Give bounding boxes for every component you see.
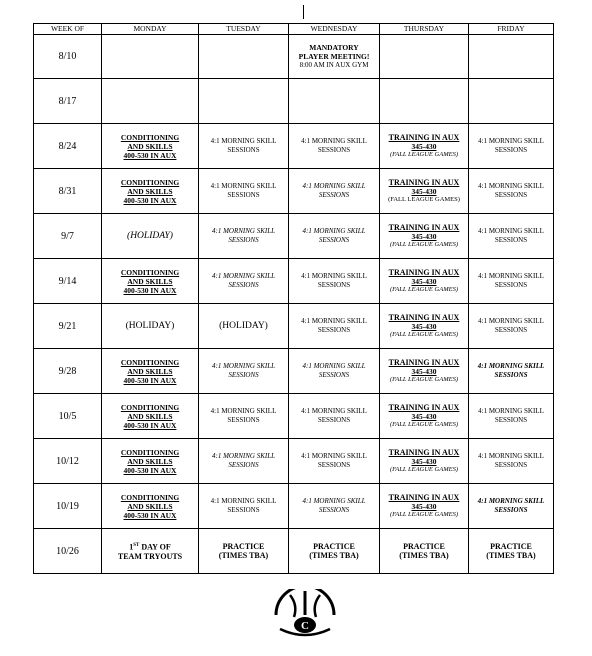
day-cell-wed <box>289 79 380 124</box>
cell-line: SESSIONS <box>494 416 528 424</box>
cell-line: PLAYER MEETING! <box>298 52 370 61</box>
cell-line: SESSIONS <box>317 416 351 424</box>
day-cell-wed <box>289 304 380 349</box>
week-row <box>34 529 554 574</box>
cell-line: TRAINING IN AUX <box>388 358 460 367</box>
day-cell-thu <box>380 79 469 124</box>
cell-line: AND SKILLS <box>127 411 173 421</box>
cell-line: 4:1 MORNING SKILL <box>302 182 366 190</box>
cell-line: SESSIONS <box>318 191 350 199</box>
day-cell-fri <box>469 529 554 574</box>
cell-line: SESSIONS <box>494 191 528 199</box>
day-cell-thu <box>380 124 469 169</box>
day-cell-fri <box>469 214 554 259</box>
column-header: WEDNESDAY <box>289 24 380 35</box>
cell-line: (FALL LEAGUE GAMES) <box>389 286 458 293</box>
cell-line: (TIMES TBA) <box>399 551 449 560</box>
cell-line: SESSIONS <box>494 236 528 244</box>
cell-line: TRAINING IN AUX <box>388 223 460 232</box>
cell-line: 4:1 MORNING SKILL <box>477 497 545 505</box>
cell-line: CONDITIONING <box>120 492 180 502</box>
cell-line: (HOLIDAY) <box>219 320 268 331</box>
cell-line: 4:1 MORNING SKILL <box>211 272 275 280</box>
cell-line: SESSIONS <box>494 146 528 154</box>
cell-line: 345-430 <box>411 412 437 421</box>
cell-line: 4:1 MORNING SKILL <box>211 362 275 370</box>
cell-line: SESSIONS <box>494 461 528 469</box>
day-cell-wed <box>289 439 380 484</box>
day-cell-thu <box>380 349 469 394</box>
day-cell-mon <box>102 169 199 214</box>
cell-line: AND SKILLS <box>127 141 173 151</box>
cell-line: 400-530 IN AUX <box>123 195 177 205</box>
cell-line: TRAINING IN AUX <box>388 448 460 457</box>
cell-line: SESSIONS <box>318 506 350 514</box>
day-cell-tue <box>199 169 289 214</box>
day-cell-wed <box>289 214 380 259</box>
cell-line: 400-530 IN AUX <box>123 150 177 160</box>
cell-line: 400-530 IN AUX <box>123 465 177 475</box>
cell-line: 4:1 MORNING SKILL <box>210 137 277 145</box>
cell-line: SESSIONS <box>317 326 351 334</box>
day-cell-tue <box>199 349 289 394</box>
cell-line: SESSIONS <box>317 461 351 469</box>
cell-line: TRAINING IN AUX <box>388 493 460 502</box>
week-cell: 8/31 <box>34 169 102 214</box>
cell-line: AND SKILLS <box>127 276 173 286</box>
cell-line: PRACTICE <box>403 542 445 551</box>
cell-line: TEAM TRYOUTS <box>117 551 183 561</box>
week-row <box>34 349 554 394</box>
cell-line: (HOLIDAY) <box>125 320 175 331</box>
cell-line: 4:1 MORNING SKILL <box>478 317 544 325</box>
cell-line: AND SKILLS <box>127 456 173 466</box>
day-cell-wed <box>289 349 380 394</box>
cell-line: 345-430 <box>411 502 437 511</box>
cell-line: PRACTICE <box>490 542 532 551</box>
schedule-table <box>33 23 554 574</box>
cell-line: 4:1 MORNING SKILL <box>478 182 544 190</box>
cell-line: SESSIONS <box>317 281 351 289</box>
cell-line: CONDITIONING <box>120 357 180 367</box>
cell-line: SESSIONS <box>227 416 260 424</box>
cell-line: 4:1 MORNING SKILL <box>301 317 367 325</box>
cell-line: 1ST DAY OF <box>129 542 171 552</box>
cell-line: SESSIONS <box>228 371 259 379</box>
cell-line: TRAINING IN AUX <box>388 403 460 412</box>
week-cell: 9/28 <box>34 349 102 394</box>
week-cell: 8/10 <box>34 35 102 79</box>
cell-line: (TIMES TBA) <box>309 551 359 560</box>
day-cell-tue <box>199 259 289 304</box>
basketball-c-logo-icon <box>272 589 338 641</box>
column-header: TUESDAY <box>199 24 289 35</box>
cell-line: 4:1 MORNING SKILL <box>301 137 367 145</box>
cell-line: 400-530 IN AUX <box>123 375 177 385</box>
cell-line: (FALL LEAGUE GAMES) <box>389 421 458 428</box>
week-cell: 10/5 <box>34 394 102 439</box>
day-cell-thu <box>380 529 469 574</box>
week-cell: 10/19 <box>34 484 102 529</box>
day-cell-thu <box>380 484 469 529</box>
day-cell-thu <box>380 304 469 349</box>
day-cell-fri <box>469 124 554 169</box>
day-cell-fri <box>469 394 554 439</box>
day-cell-tue <box>199 439 289 484</box>
column-header: WEEK OF <box>34 24 102 35</box>
day-cell-wed <box>289 484 380 529</box>
cell-line: CONDITIONING <box>120 267 180 277</box>
cell-line: 4:1 MORNING SKILL <box>301 407 367 415</box>
cell-line: 4:1 MORNING SKILL <box>211 227 275 235</box>
cell-line: PRACTICE <box>222 542 265 551</box>
day-cell-fri <box>469 259 554 304</box>
cell-line: 400-530 IN AUX <box>123 285 177 295</box>
cell-line: 4:1 MORNING SKILL <box>477 362 545 370</box>
day-cell-fri <box>469 304 554 349</box>
cell-line: 345-430 <box>411 187 437 196</box>
day-cell-tue <box>199 304 289 349</box>
day-cell-mon <box>102 214 199 259</box>
cell-line: TRAINING IN AUX <box>388 133 460 142</box>
cell-line: SESSIONS <box>494 506 528 514</box>
week-row <box>34 484 554 529</box>
cell-line: CONDITIONING <box>120 132 180 142</box>
cell-line: SESSIONS <box>228 461 259 469</box>
cell-line: (FALL LEAGUE GAMES) <box>389 331 458 338</box>
cell-line: 4:1 MORNING SKILL <box>211 452 275 460</box>
day-cell-fri <box>469 35 554 79</box>
cell-line: (FALL LEAGUE GAMES) <box>389 151 458 158</box>
cell-line: AND SKILLS <box>127 501 173 511</box>
cell-line: CONDITIONING <box>120 402 180 412</box>
day-cell-thu <box>380 214 469 259</box>
day-cell-mon <box>102 439 199 484</box>
text-cursor-mark <box>303 5 304 19</box>
column-header: MONDAY <box>102 24 199 35</box>
day-cell-fri <box>469 439 554 484</box>
week-row <box>34 214 554 259</box>
day-cell-tue <box>199 124 289 169</box>
cell-line: (FALL LEAGUE GAMES) <box>389 466 458 473</box>
cell-line: 345-430 <box>411 232 437 241</box>
week-cell: 10/12 <box>34 439 102 484</box>
cell-line: 4:1 MORNING SKILL <box>302 362 366 370</box>
cell-line: 4:1 MORNING SKILL <box>478 407 544 415</box>
day-cell-mon <box>102 304 199 349</box>
week-row <box>34 259 554 304</box>
day-cell-fri <box>469 169 554 214</box>
day-cell-thu <box>380 439 469 484</box>
cell-line: (TIMES TBA) <box>218 551 269 560</box>
cell-line: 345-430 <box>411 277 437 286</box>
week-cell: 9/7 <box>34 214 102 259</box>
day-cell-wed <box>289 169 380 214</box>
week-row <box>34 124 554 169</box>
day-cell-mon <box>102 529 199 574</box>
day-cell-mon <box>102 79 199 124</box>
cell-line: CONDITIONING <box>120 177 180 187</box>
day-cell-tue <box>199 529 289 574</box>
day-cell-tue <box>199 484 289 529</box>
cell-line: PRACTICE <box>313 542 355 551</box>
day-cell-thu <box>380 169 469 214</box>
cell-line: 400-530 IN AUX <box>123 420 177 430</box>
schedule-body <box>34 35 554 574</box>
cell-line: (TIMES TBA) <box>486 551 536 560</box>
cell-line: 4:1 MORNING SKILL <box>301 452 367 460</box>
week-cell: 8/24 <box>34 124 102 169</box>
cell-line: 4:1 MORNING SKILL <box>478 272 544 280</box>
cell-line: 8:00 AM IN AUX GYM <box>299 61 369 69</box>
cell-line: 4:1 MORNING SKILL <box>301 272 367 280</box>
cell-line: AND SKILLS <box>127 366 173 376</box>
cell-line: (FALL LEAGUE GAMES) <box>389 376 458 383</box>
day-cell-mon <box>102 484 199 529</box>
cell-line: 4:1 MORNING SKILL <box>210 182 277 190</box>
cell-line: TRAINING IN AUX <box>388 268 460 277</box>
cell-line: (FALL LEAGUE GAMES) <box>389 241 458 248</box>
day-cell-fri <box>469 79 554 124</box>
cell-line: (FALL LEAGUE GAMES) <box>389 511 458 518</box>
day-cell-tue <box>199 394 289 439</box>
cell-line: 4:1 MORNING SKILL <box>478 227 544 235</box>
cell-line: 345-430 <box>411 142 437 151</box>
header-row <box>34 24 554 35</box>
week-cell: 8/17 <box>34 79 102 124</box>
week-row <box>34 439 554 484</box>
cell-line: SESSIONS <box>227 506 260 514</box>
week-row <box>34 35 554 79</box>
cell-line: 400-530 IN AUX <box>123 510 177 520</box>
cell-line: 4:1 MORNING SKILL <box>302 227 366 235</box>
day-cell-mon <box>102 259 199 304</box>
day-cell-thu <box>380 35 469 79</box>
logo-letter: C <box>301 620 309 632</box>
week-cell: 10/26 <box>34 529 102 574</box>
day-cell-mon <box>102 35 199 79</box>
day-cell-wed <box>289 394 380 439</box>
cell-line: SESSIONS <box>318 371 350 379</box>
week-cell: 9/21 <box>34 304 102 349</box>
cell-line: SESSIONS <box>318 236 350 244</box>
day-cell-mon <box>102 349 199 394</box>
cell-line: SESSIONS <box>494 326 528 334</box>
cell-line: 345-430 <box>411 367 437 376</box>
cell-line: SESSIONS <box>227 146 260 154</box>
week-row <box>34 169 554 214</box>
cell-line: SESSIONS <box>228 281 259 289</box>
day-cell-mon <box>102 394 199 439</box>
cell-line: TRAINING IN AUX <box>388 313 460 322</box>
column-header: FRIDAY <box>469 24 554 35</box>
cell-line: 4:1 MORNING SKILL <box>478 452 544 460</box>
day-cell-wed <box>289 259 380 304</box>
cell-line: 345-430 <box>411 322 437 331</box>
day-cell-fri <box>469 349 554 394</box>
week-cell: 9/14 <box>34 259 102 304</box>
cell-line: (HOLIDAY) <box>127 230 173 241</box>
week-row <box>34 304 554 349</box>
day-cell-wed <box>289 529 380 574</box>
cell-line: (FALL LEAGUE GAMES) <box>388 196 460 203</box>
day-cell-tue <box>199 79 289 124</box>
cell-line: CONDITIONING <box>120 447 180 457</box>
cell-line: SESSIONS <box>227 191 260 199</box>
day-cell-thu <box>380 394 469 439</box>
day-cell-thu <box>380 259 469 304</box>
cell-line: 4:1 MORNING SKILL <box>478 137 544 145</box>
column-header: THURSDAY <box>380 24 469 35</box>
day-cell-fri <box>469 484 554 529</box>
cell-line: AND SKILLS <box>127 186 173 196</box>
day-cell-tue <box>199 214 289 259</box>
day-cell-tue <box>199 35 289 79</box>
day-cell-mon <box>102 124 199 169</box>
day-cell-wed <box>289 35 380 79</box>
cell-line: SESSIONS <box>228 236 259 244</box>
cell-line: TRAINING IN AUX <box>388 178 460 187</box>
week-row <box>34 394 554 439</box>
cell-line: 345-430 <box>411 457 437 466</box>
cell-line: SESSIONS <box>494 281 528 289</box>
cell-line: MANDATORY <box>309 43 359 52</box>
cell-line: SESSIONS <box>317 146 351 154</box>
day-cell-wed <box>289 124 380 169</box>
cell-line: 4:1 MORNING SKILL <box>302 497 366 505</box>
cell-line: 4:1 MORNING SKILL <box>210 407 277 415</box>
week-row <box>34 79 554 124</box>
cell-line: 4:1 MORNING SKILL <box>210 497 277 505</box>
cell-line: SESSIONS <box>494 371 528 379</box>
